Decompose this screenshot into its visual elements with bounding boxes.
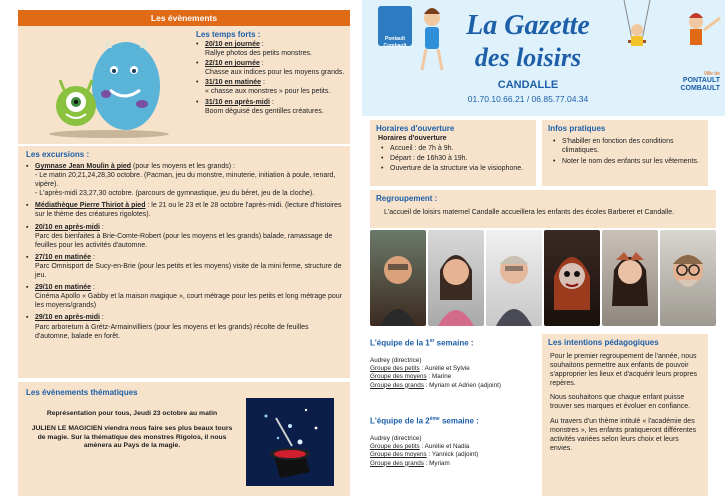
infos-list (550, 137, 700, 168)
list-item: ▪ 29/10 en après-midi : Parc arboretum à Grétz-Armainvilliers (pour les moyens et les grands) récolte de feuilles d'automne, balade en forêt. (26, 313, 342, 340)
list-item: • Ouverture de la structure via le visiophone. (378, 164, 528, 173)
gazette-title (448, 4, 608, 72)
team-row: Groupe des petits : Aurélie et Nadia (370, 443, 470, 451)
list-item: ▪ 29/10 en matinée : Cinéma Apollo « Gabby et la maison magique », court métrage pour les petits et long métrage pour les moyens/grands) (26, 283, 342, 310)
team-photo (428, 230, 484, 326)
team-row: Groupe des petits : Aurélie et Sylvie (370, 365, 470, 373)
team-photo (544, 230, 600, 326)
horaires-panel (370, 120, 536, 186)
team-director: Audrey (directrice) (370, 357, 422, 365)
regroupement-panel (370, 190, 716, 228)
list-item: • 31/10 en matinée : « chasse aux monstres » pour les petits. (196, 78, 348, 96)
intentions-panel (542, 334, 708, 496)
team-week-1-title: L'équipe de la 1er semaine : (370, 338, 474, 348)
intentions-text: Pour le premier regroupement de l'année, nous souhaitons permettre aux enfants de pouvoir s'approprier les lieux et d'acquérir leurs propres repères. Nous souhaitons que chaque enfant puisse trouver ses marques et évoluer en confiance. Au travers d'un thème intitulé « l'académie des monstres », les enfants pratiqueront différentes activités variées selon leurs choix et leurs envies. (550, 353, 698, 452)
list-item: • Noter le nom des enfants sur les vêtements. (550, 157, 700, 166)
infos-panel (542, 120, 708, 186)
list-item: ▪ 27/10 en matinée : Parc Omnisport de Sucy-en-Brie (pour les petits et les moyens) visite de la mini ferme, structure de jeu. (26, 253, 342, 280)
list-item: • Départ : de 16h30 à 19h. (378, 154, 528, 163)
list-item: ▪ Gymnase Jean Moulin à pied (pour les moyens et les grands) : - Le matin 20,21,24,28,30 octobre. (Pacman, jeu du monstre, minuterie, initiation à poule, renard, vipère). - L'après-midi 23,27,30 octobre. (parcours de gymnastique, jeu du béret, jeu de la cloche). (26, 162, 342, 198)
team-week-1 (370, 338, 536, 390)
team-row: Groupe des moyens : Yannick (adjoint) (370, 451, 479, 459)
list-item: • 20/10 en journée : Rallye photos des petits monstres. (196, 40, 348, 58)
excursions-list (26, 162, 342, 344)
team-photo (660, 230, 716, 326)
list-item: • S'habiller en fonction des conditions climatiques. (550, 137, 700, 155)
thematiques-title: Les évènements thématiques (26, 388, 138, 397)
team-photos (370, 230, 716, 326)
horaires-list (378, 144, 528, 174)
temps-forts-list (196, 40, 348, 117)
regroupement-title: Regroupement : (376, 194, 438, 203)
phone-numbers: 01.70.10.66.21 / 06.85.77.04.34 (467, 94, 589, 104)
team-photo (486, 230, 542, 326)
city-logo-text: Pontault Combault (383, 36, 407, 49)
infos-title: Infos pratiques (548, 124, 606, 133)
intentions-title: Les intentions pédagogiques (548, 338, 659, 347)
horaires-title: Horaires d'ouverture (376, 124, 455, 133)
svg-text:des loisirs: des loisirs (474, 43, 582, 72)
list-item: • 22/10 en journée : Chasse aux indices pour les moyens grands. (196, 59, 348, 77)
monsters-illustration (34, 34, 184, 138)
regroupement-text: L'accueil de loisirs maternel Candalle accueillera les enfants des écoles Barberet et Candalle. (384, 209, 675, 216)
svg-text:La Gazette: La Gazette (466, 10, 590, 41)
magic-hat-image (246, 398, 334, 486)
temps-forts-title: Les temps forts : (196, 30, 261, 39)
team-row: Groupe des moyens : Marine (370, 373, 452, 381)
team-photo (602, 230, 658, 326)
list-item: • 31/10 en après-midi : Boom déguisé des gentilles créatures. (196, 98, 348, 116)
excursions-title: Les excursions : (26, 150, 90, 159)
team-photo (370, 230, 426, 326)
swing-kids-illustration (604, 0, 724, 80)
team-row: Groupe des grands : Myriam et Adrien (adjoint) (370, 381, 501, 389)
horaires-subtitle: Horaires d'ouverture (378, 135, 447, 142)
thematiques-text: Représentation pour tous, Jeudi 23 octobre au matin JULIEN LE MAGICIEN viendra nous faire ses plus beaux tours de magie. Sur la thématique des monstres Rigolos, il nous amènera au Pays de la magie. (31, 410, 233, 450)
team-director: Audrey (directrice) (370, 435, 422, 443)
kids-illustration (416, 0, 448, 80)
team-week-2-title: L'équipe de la 2ème semaine : (370, 416, 479, 426)
events-header: Les évènements (18, 10, 350, 26)
team-week-2 (370, 416, 536, 468)
list-item: ▪ 20/10 en après-midi : Parc des bienfaites à Brie-Comte-Robert (pour les moyens et les grands) balade, ramassage de feuilles pour les activités d'automne. (26, 223, 342, 250)
ville-logo-text: Ville de PONTAULT COMBAULT (680, 71, 720, 92)
center-name: CANDALLE (497, 79, 559, 91)
list-item: ▪ Médiathèque Pierre Thiriot à pied : le 21 ou le 23 et le 28 octobre l'après-midi. (lecture d'histoires sur le thème des créatures rigolotes). (26, 201, 342, 219)
team-row: Groupe des grands : Myriam (370, 459, 450, 467)
list-item: • Accueil : de 7h à 9h. (378, 144, 528, 153)
